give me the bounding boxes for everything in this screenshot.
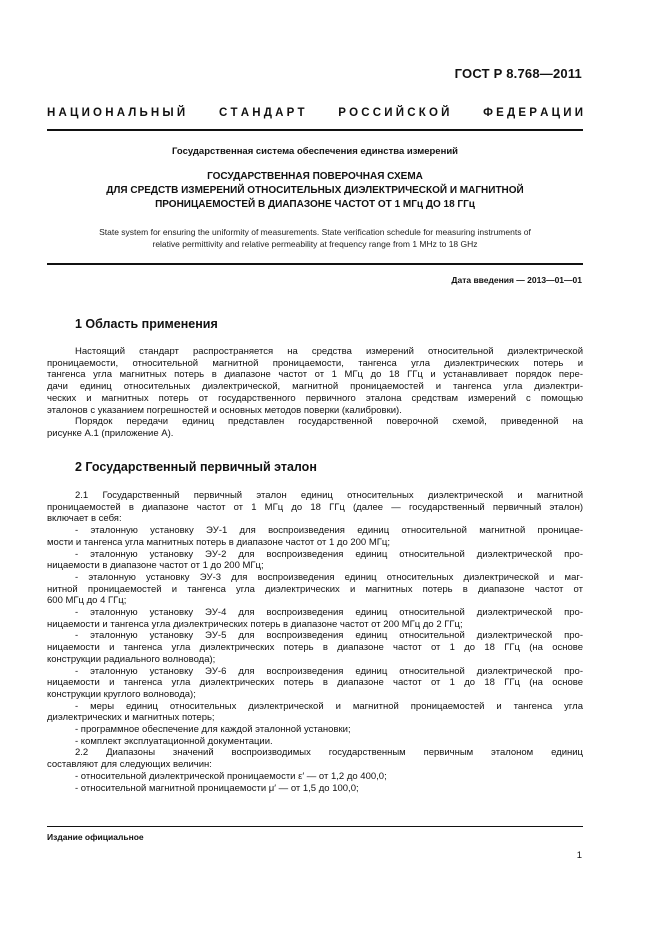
national-standard-banner <box>47 107 583 119</box>
english-title-line: State system for ensuring the uniformity of measurements. State verification schedule for measuring instruments of <box>99 227 531 237</box>
list-item: - относительной диэлектрической проницаемости ε′ — от 1,2 до 400,0; <box>75 770 387 782</box>
banner-word: С Т А Н Д А Р Т <box>218 107 305 119</box>
list-item: - эталонную установку ЭУ-4 для воспроизведения единиц относительной диэлектрической про- <box>75 607 583 619</box>
banner-word: Н А Ц И О Н А Л Ь Н Ы Й <box>47 107 186 119</box>
text-line: нитной проницаемостей и тангенса угла диэлектрических и магнитных потерь в диапазоне частот от <box>47 583 583 595</box>
section-2-body <box>47 490 583 794</box>
list-item: - эталонную установку ЭУ-3 для воспроизведения единиц относительных диэлектрической и маг- <box>75 571 583 583</box>
text-line: составляют для следующих величин: <box>47 759 212 771</box>
section-1-paragraph <box>47 346 583 440</box>
banner-word: Р О С С И Й С К О Й <box>338 107 450 119</box>
text-line: рисунке А.1 (приложение А). <box>47 427 174 439</box>
text-line: 2.1 Государственный первичный эталон единиц относительных диэлектрической и магнитной <box>75 490 583 501</box>
text-line: мости и тангенса угла магнитных потерь в диапазоне частот от 1 до 200 МГц; <box>47 536 390 548</box>
list-item: - эталонную установку ЭУ-1 для воспроизведения единиц относительной магнитной проницае- <box>75 525 583 537</box>
text-line: ницаемости и тангенса угла диэлектрических потерь в диапазоне частот от 1 до 18 ГГц (на основе <box>47 642 583 654</box>
text-line: дачи единиц относительных диэлектрической, магнитной проницаемостей и тангенса угла диэлектри- <box>47 381 583 393</box>
text-line: включает в себя: <box>47 513 122 525</box>
text-line: эталонов с указанием погрешностей и основных методов поверки (калибровки). <box>47 404 402 416</box>
text-line: 2.2 Диапазоны значений воспроизводимых государственным первичным эталоном единиц <box>75 747 583 759</box>
text-line: тангенса угла магнитных потерь в диапазоне частот от 1 МГц до 18 ГГц и устанавливает порядок пере- <box>47 369 583 381</box>
list-item: - эталонную установку ЭУ-5 для воспроизведения единиц относительной диэлектрической про- <box>75 630 583 642</box>
top-divider <box>47 129 583 131</box>
middle-divider <box>47 263 583 265</box>
text-line: проницаемости, относительной магнитной проницаемости, тангенса угла диэлектрических потерь и <box>47 357 583 369</box>
english-title <box>47 227 583 250</box>
english-title-line: relative permittivity and relative permeability at frequency range from 1 MHz to 18 GHz <box>152 238 478 249</box>
system-subtitle: Государственная система обеспечения единства измерений <box>171 146 459 157</box>
list-item: - эталонную установку ЭУ-2 для воспроизведения единиц относительной диэлектрической про- <box>75 548 583 560</box>
text-line: ческих и магнитных потерь от государственного первичного эталона средствам измерений с помощью <box>47 392 583 404</box>
text-line: Порядок передачи единиц представлен государственной поверочной схемой, приведенной на <box>75 416 583 428</box>
text-line: ницаемости и тангенса угла диэлектрических потерь в диапазоне частот от 1 до 18 ГГц (на основе <box>47 677 583 689</box>
introduction-date: Дата введения — 2013—01—01 <box>451 275 582 285</box>
edition-label: Издание официальное <box>47 832 144 842</box>
banner-word: Ф Е Д Е Р А Ц И И <box>483 107 583 119</box>
text-line: Настоящий стандарт распространяется на средства измерений относительной диэлектрической <box>75 346 583 357</box>
text-line: конструкции круглого волновода); <box>47 688 196 700</box>
document-number: ГОСТ Р 8.768—2011 <box>454 66 582 81</box>
list-item: - эталонную установку ЭУ-6 для воспроизведения единиц относительной диэлектрической про- <box>75 665 583 677</box>
section-1-heading: 1 Область применения <box>75 317 218 331</box>
title-line: ДЛЯ СРЕДСТВ ИЗМЕРЕНИЙ ОТНОСИТЕЛЬНЫХ ДИЭЛЕКТРИЧЕСКОЙ И МАГНИТНОЙ <box>106 185 524 196</box>
list-item: - комплект эксплуатационной документации. <box>75 735 273 747</box>
document-title <box>47 170 583 212</box>
text-line: диэлектрических и магнитных потерь; <box>47 712 215 724</box>
title-line: ПРОНИЦАЕМОСТЕЙ В ДИАПАЗОНЕ ЧАСТОТ ОТ 1 МГц ДО 18 ГГц <box>155 199 475 210</box>
footer-divider <box>47 826 583 827</box>
list-item: - программное обеспечение для каждой эталонной установки; <box>75 724 351 736</box>
text-line: проницаемостей в диапазоне частот от 1 МГц до 18 ГГц (далее — государственный первичный эталон) <box>47 501 583 513</box>
list-item: - относительной магнитной проницаемости μ′ — от 1,5 до 100,0; <box>75 782 359 794</box>
section-2-heading: 2 Государственный первичный эталон <box>75 460 317 474</box>
text-line: ницаемости в диапазоне частот от 1 до 200 МГц; <box>47 560 264 572</box>
text-line: ницаемости и тангенса угла диэлектрических потерь в диапазоне частот от 200 МГц до 2 ГГц; <box>47 618 463 630</box>
text-line: конструкции радиального волновода); <box>47 653 216 665</box>
page-number: 1 <box>576 850 582 861</box>
title-line: ГОСУДАРСТВЕННАЯ ПОВЕРОЧНАЯ СХЕМА <box>207 171 423 182</box>
list-item: - меры единиц относительных диэлектрической и магнитной проницаемостей и тангенса угла <box>75 700 583 712</box>
text-line: 600 МГц до 4 ГГц; <box>47 595 127 607</box>
